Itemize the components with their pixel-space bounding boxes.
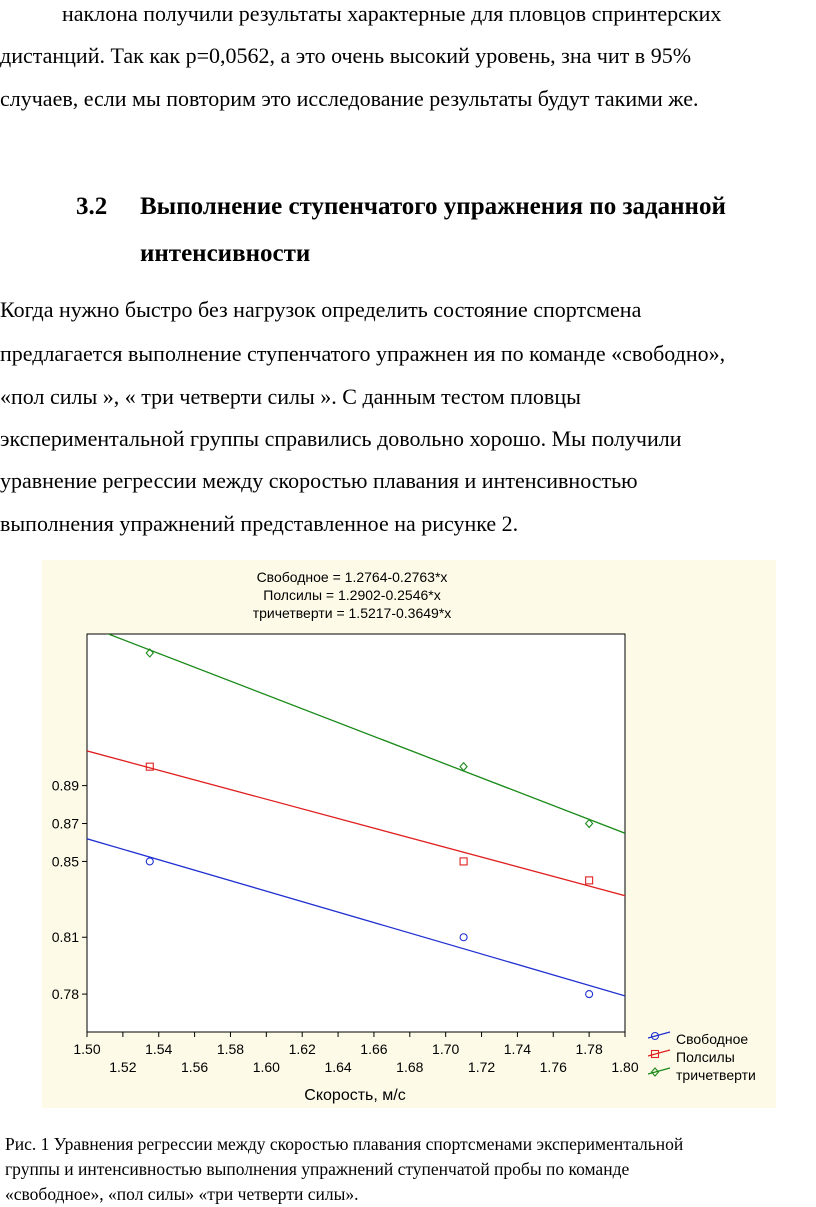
paragraph-2-line-1: Когда нужно быстро без нагрузок определить состояние спортсмена xyxy=(0,297,642,322)
y-tick-label: 0.85 xyxy=(51,853,79,870)
paragraph-1-line-1: наклона получили результаты характерные для пловцов спринтерских xyxy=(62,1,722,26)
figure-caption-line-2: группы и интенсивностью выполнения упражнений ступенчатой пробы по команде xyxy=(5,1159,630,1179)
y-tick-label: 0.89 xyxy=(51,777,79,794)
x-axis-label: Скорость, м/с xyxy=(304,1087,406,1104)
section-number: 3.2 xyxy=(76,193,108,220)
x-tick-label: 1.68 xyxy=(396,1059,424,1075)
x-tick-label: 1.72 xyxy=(467,1059,496,1075)
paragraph-2-line-3: «пол силы », « три четверти силы ». С данным тестом пловцы xyxy=(0,384,581,409)
chart-title-line: Свободное = 1.2764-0.2763*x xyxy=(256,569,448,585)
y-tick-label: 0.87 xyxy=(51,815,79,832)
regression-figure xyxy=(42,560,776,1108)
figure-caption-line-1: Рис. 1 Уравнения регрессии между скоростью плавания спортсменами экспериментальной xyxy=(5,1134,684,1154)
paragraph-2-line-6: выполнения упражнений представленное на рисунке 2. xyxy=(0,511,519,536)
x-tick-label: 1.74 xyxy=(503,1041,532,1057)
legend-label: Полсилы xyxy=(676,1049,735,1065)
y-tick-label: 0.78 xyxy=(51,986,79,1003)
x-tick-label: 1.66 xyxy=(360,1041,388,1057)
y-tick-label: 0.81 xyxy=(51,929,79,946)
paragraph-2-line-4: экспериментальной группы справились довольно хорошо. Мы получили xyxy=(0,426,682,451)
x-tick-label: 1.76 xyxy=(539,1059,567,1075)
legend-line xyxy=(648,1068,670,1074)
section-title-line-2: интенсивности xyxy=(140,240,311,267)
x-tick-label: 1.80 xyxy=(611,1059,639,1075)
legend-label: тричетверти xyxy=(676,1067,756,1083)
x-tick-label: 1.50 xyxy=(73,1041,101,1057)
x-tick-label: 1.56 xyxy=(180,1059,209,1075)
legend-label: Свободное xyxy=(676,1031,749,1047)
x-tick-label: 1.54 xyxy=(145,1041,173,1057)
x-tick-label: 1.70 xyxy=(432,1041,460,1057)
x-tick-label: 1.52 xyxy=(109,1059,137,1075)
paragraph-1-line-2: дистанций. Так как p=0,0562, а это очень высокий уровень, зна чит в 95% xyxy=(0,43,692,68)
x-tick-label: 1.60 xyxy=(252,1059,280,1075)
regression-chart xyxy=(42,560,776,1108)
chart-title-line: тричетверти = 1.5217-0.3649*x xyxy=(252,605,452,621)
chart-title-line: Полсилы = 1.2902-0.2546*x xyxy=(263,587,441,603)
x-tick-label: 1.58 xyxy=(216,1041,245,1057)
figure-caption-line-3: «свободное», «пол силы» «три четверти силы». xyxy=(5,1184,359,1204)
x-tick-label: 1.78 xyxy=(575,1041,603,1057)
x-tick-label: 1.62 xyxy=(288,1041,316,1057)
section-title-line-1: Выполнение ступенчатого упражнения по заданной xyxy=(140,193,726,220)
paragraph-2-line-5: уравнение регрессии между скоростью плавания и интенсивностью xyxy=(0,468,638,493)
paragraph-1-line-3: случаев, если мы повторим это исследование результаты будут такими же. xyxy=(0,86,699,111)
paragraph-2-line-2: предлагается выполнение ступенчатого упражнен ия по команде «свободно», xyxy=(0,341,726,366)
x-tick-label: 1.64 xyxy=(324,1059,352,1075)
